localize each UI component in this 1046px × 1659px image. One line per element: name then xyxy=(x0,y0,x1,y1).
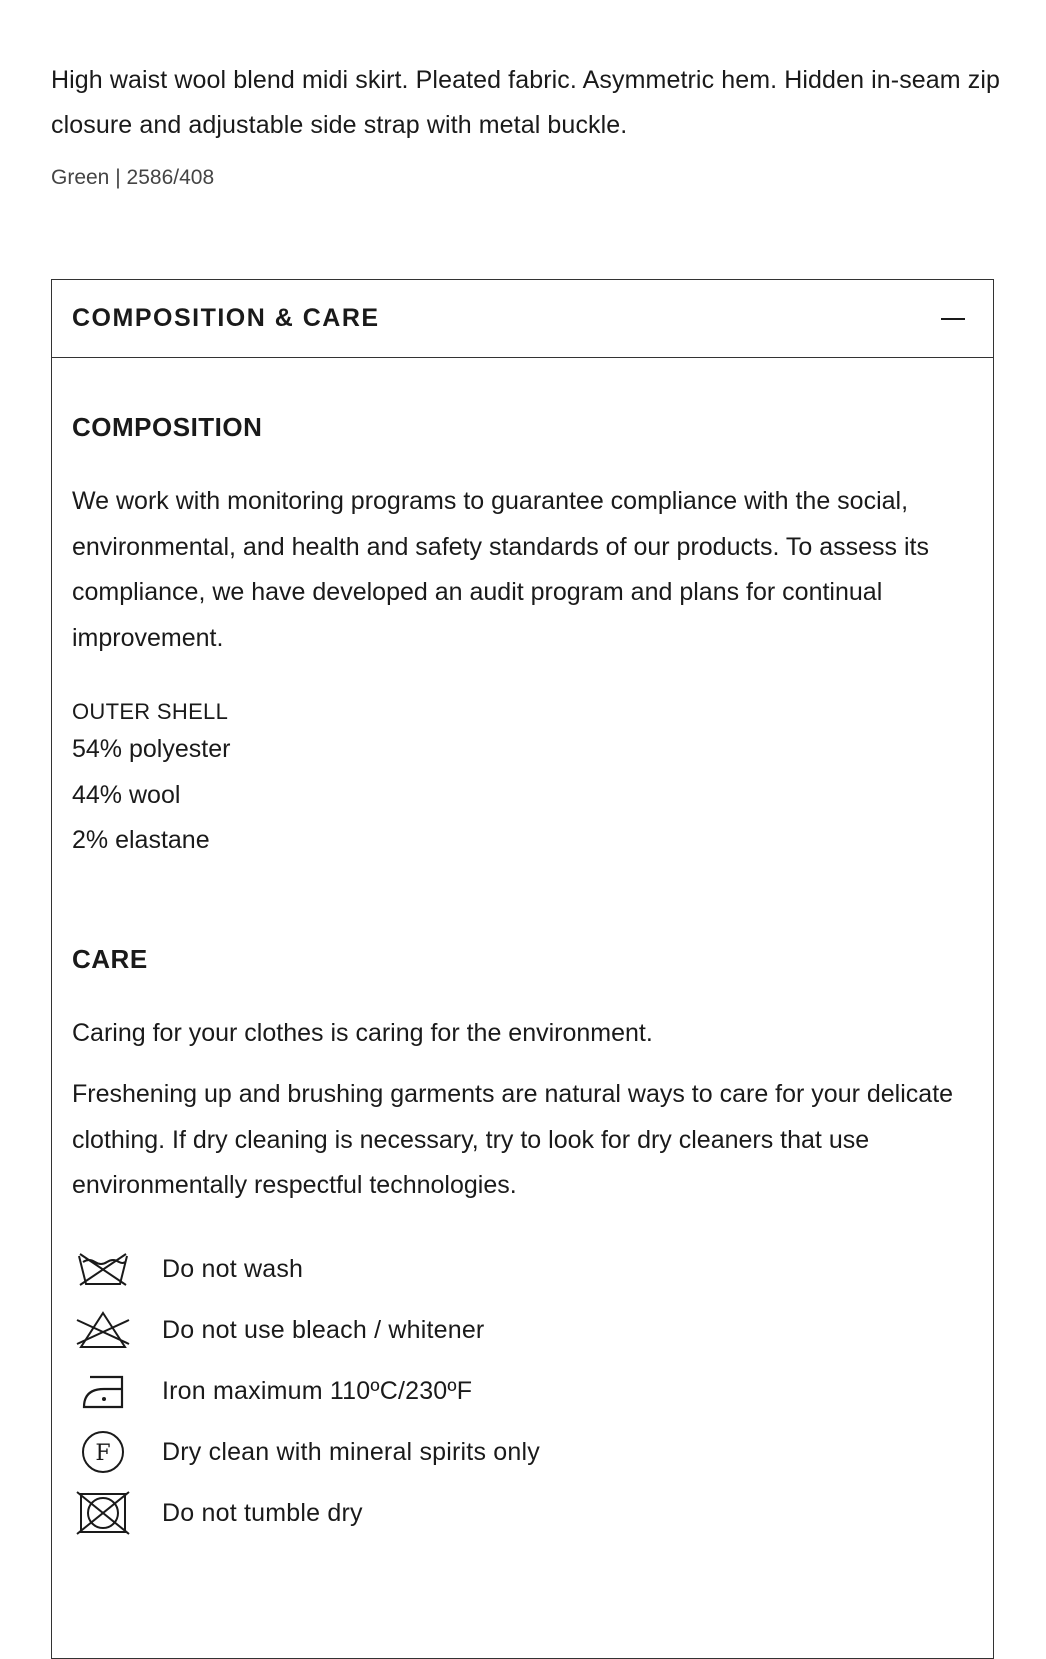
care-instruction-item xyxy=(72,1300,973,1361)
dry-clean-f-icon xyxy=(74,1427,132,1477)
iron-low-icon xyxy=(74,1366,132,1416)
dry-clean-letter: F xyxy=(95,1441,111,1466)
product-info xyxy=(51,58,1011,192)
care-title: CARE xyxy=(72,943,148,974)
product-description: High waist wool blend midi skirt. Pleated fabric. Asymmetric hem. Hidden in-seam zip closure and adjustable side strap with metal buckle. xyxy=(51,66,1001,139)
product-color: Green xyxy=(51,166,110,189)
do-not-wash-icon xyxy=(74,1244,132,1294)
care-instructions xyxy=(72,1239,973,1544)
do-not-bleach-icon xyxy=(74,1305,132,1355)
outer-shell-label: OUTER SHELL xyxy=(72,699,229,724)
do-not-tumble-dry-icon xyxy=(74,1488,132,1538)
care-instruction-item xyxy=(72,1422,973,1483)
care-paragraph-1: Caring for your clothes is caring for the environment. xyxy=(72,1018,653,1047)
accordion-header[interactable] xyxy=(52,280,993,358)
care-instruction-item xyxy=(72,1361,973,1422)
care-instruction-text: Do not tumble dry xyxy=(162,1498,363,1527)
accordion-body xyxy=(52,358,993,1544)
accordion-title: COMPOSITION & CARE xyxy=(72,304,380,332)
composition-title: COMPOSITION xyxy=(72,412,263,442)
material-item: 54% polyester xyxy=(72,735,231,763)
material-item: 44% wool xyxy=(72,780,181,809)
composition-section xyxy=(72,358,973,864)
product-reference: 2586/408 xyxy=(126,166,215,189)
product-meta xyxy=(51,164,1011,192)
care-instruction-text: Do not use bleach / whitener xyxy=(162,1315,485,1344)
care-instruction-item xyxy=(72,1483,973,1544)
material-item: 2% elastane xyxy=(72,826,210,854)
composition-care-accordion xyxy=(51,279,994,1659)
meta-separator: | xyxy=(115,166,121,189)
minus-icon[interactable] xyxy=(941,318,965,320)
care-instruction-text: Do not wash xyxy=(162,1254,304,1283)
care-paragraph-2: Freshening up and brushing garments are natural ways to care for your delicate clothing. If dry cleaning is necessary, try to look for dry cleaners that use environmentally respectful technologies. xyxy=(72,1080,954,1199)
composition-paragraph: We work with monitoring programs to guarantee compliance with the social, environmental, and health and safety standards of our products. To assess its compliance, we have developed an audit program and plans for continual improvement. xyxy=(72,487,929,652)
material-list xyxy=(72,727,973,864)
care-section xyxy=(72,944,973,1544)
care-instruction-item xyxy=(72,1239,973,1300)
care-instruction-text: Iron maximum 110ºC/230ºF xyxy=(162,1376,473,1405)
care-instruction-text: Dry clean with mineral spirits only xyxy=(162,1437,540,1466)
